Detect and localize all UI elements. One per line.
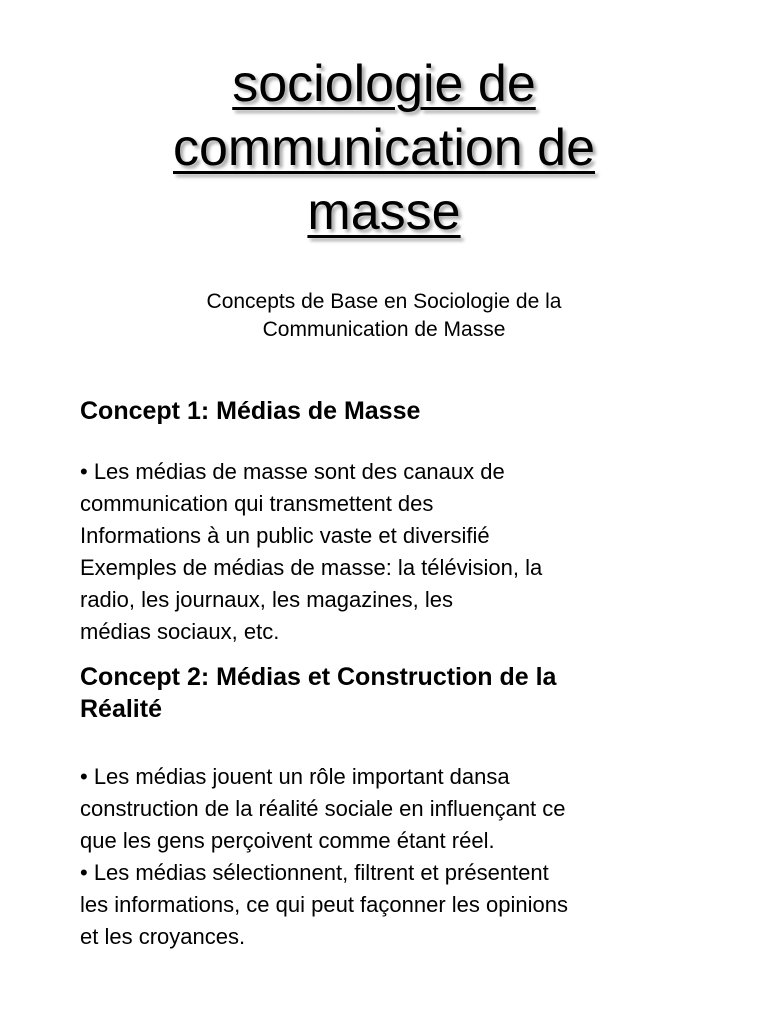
body-line: les informations, ce qui peut façonner les opinions — [80, 892, 568, 917]
body-line: et les croyances. — [80, 924, 246, 949]
subtitle-line: Communication de Masse — [262, 318, 506, 341]
body-line: construction de la réalité sociale en influençant ce — [80, 796, 566, 821]
title-line: sociologie de — [232, 55, 536, 113]
body-line: Informations à un public vaste et diversifié — [80, 523, 490, 548]
body-line: communication qui transmettent des — [80, 491, 434, 516]
body-line: • Les médias de masse sont des canaux de — [80, 459, 505, 484]
heading-line: Concept 1: Médias de Masse — [80, 397, 421, 425]
body-line: • Les médias jouent un rôle important dansa — [80, 764, 510, 789]
heading-line: Concept 2: Médias et Construction de la — [80, 663, 557, 691]
document-title — [0, 52, 768, 244]
body-line: • Les médias sélectionnent, filtrent et présentent — [80, 860, 549, 885]
body-line: médias sociaux, etc. — [80, 619, 280, 644]
section-heading-concept-1 — [80, 395, 700, 427]
subtitle-line: Concepts de Base en Sociologie de la — [206, 290, 562, 313]
heading-line: Réalité — [80, 695, 162, 723]
body-line: que les gens perçoivent comme étant réel. — [80, 828, 495, 853]
document-subtitle — [0, 288, 768, 344]
title-line: communication de — [173, 119, 595, 177]
title-line: masse — [307, 183, 461, 241]
section-body-concept-2 — [80, 761, 720, 953]
section-body-concept-1 — [80, 456, 720, 648]
body-line: Exemples de médias de masse: la télévision, la — [80, 555, 543, 580]
body-line: radio, les journaux, les magazines, les — [80, 587, 453, 612]
section-heading-concept-2 — [80, 661, 700, 725]
